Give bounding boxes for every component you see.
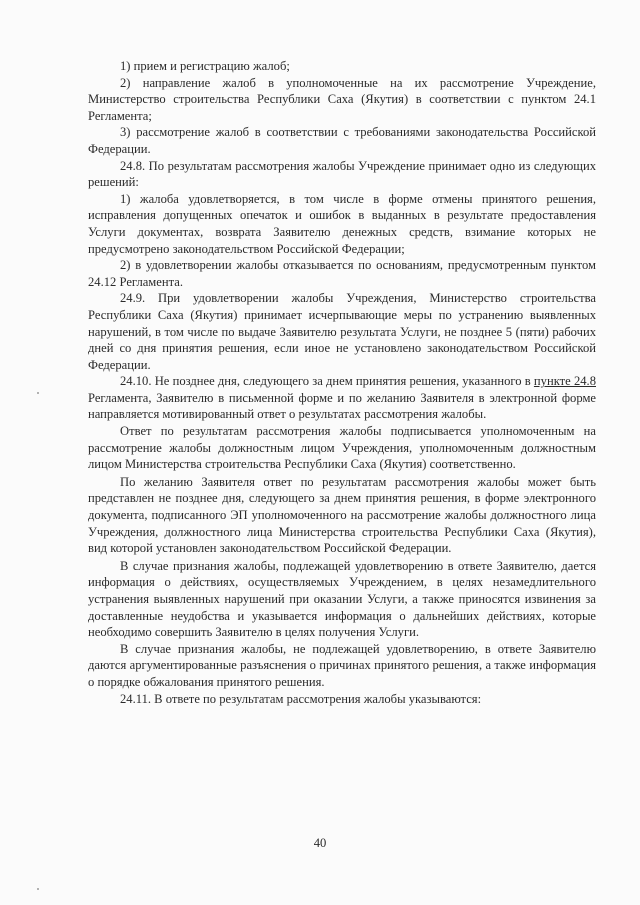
paragraph-electronic-answer: По желанию Заявителя ответ по результатам рассмотрения жалобы может быть представлен не позднее дня, следующего за днем принятия решения, в форме электронного документа, подписанного ЭП уполномоченного на рассмотрение жалобы должностного лица Учреждения, должностного лица Министерства строительства Республики Саха (Якутия), вид которой установлен законодательством Российской Федерации. <box>88 474 596 556</box>
paragraph-answer-signing: Ответ по результатам рассмотрения жалобы подписывается уполномоченным на рассмотрение жалобы должностным лицом Учреждения, уполномоченным должностным лицом Министерства строительства Республики Саха (Якутия) соответственно. <box>88 424 596 472</box>
paragraph-rejected-complaint: В случае признания жалобы, не подлежащей удовлетворению, в ответе Заявителю даются аргументированные разъяснения о причинах принятого решения, а также информация о порядке обжалования принятого решения. <box>88 641 596 689</box>
paragraph-decision-2: 2) в удовлетворении жалобы отказывается по основаниям, предусмотренным пунктом 24.12 Регламента. <box>88 258 596 289</box>
page-number: 40 <box>313 836 327 850</box>
paragraph-24-8: 24.8. По результатам рассмотрения жалобы Учреждение принимает одно из следующих решений: <box>88 158 596 190</box>
paragraph-24-10 <box>88 373 596 423</box>
paragraph-decision-1: 1) жалоба удовлетворяется, в том числе в форме отмены принятого решения, исправления допущенных опечаток и ошибок в выданных в результате предоставления Услуги документах, возврата Заявителю денежных средств, взимание которых не предусмотрено законодательством Российской Федерации; <box>88 191 596 256</box>
paragraph-24-9: 24.9. При удовлетворении жалобы Учреждения, Министерство строительства Республики Саха (Якутия) принимает исчерпывающие меры по устранению выявленных нарушений, в том числе по выдаче Заявителю результата Услуги, не позднее 5 (пяти) рабочих дней со дня принятия решения, если иное не установлено законодательством Российской Федерации. <box>88 291 596 372</box>
paragraph-24-10-lead: 24.10. Не позднее дня, следующего за днем принятия решения, указанного в <box>120 374 534 389</box>
paragraph-list-item-2: 2) направление жалоб в уполномоченные на их рассмотрение Учреждение, Министерство строительства Республики Саха (Якутия) в соответствии с пунктом 24.1 Регламента; <box>88 75 596 123</box>
page-body <box>88 58 596 707</box>
paragraph-satisfied-complaint: В случае признания жалобы, подлежащей удовлетворению в ответе Заявителю, дается информация о действиях, осуществляемых Учреждением, в целях незамедлительного устранения выявленных нарушений при оказании Услуги, а также приносятся извинения за доставленные неудобства и указывается информация о дальнейших действиях, которые необходимо совершить Заявителю в целях получения Услуги. <box>88 558 596 640</box>
paragraph-list-item-1: 1) прием и регистрацию жалоб; <box>120 59 290 73</box>
paragraph-24-11: 24.11. В ответе по результатам рассмотрения жалобы указываются: <box>120 691 482 706</box>
reference-link-24-8[interactable]: пункте 24.8 <box>533 374 596 389</box>
scan-speck <box>37 888 39 890</box>
paragraph-24-10-rest: Регламента, Заявителю в письменной форме и по желанию Заявителя в электронной форме направляется мотивированный ответ о результатах рассмотрения жалобы. <box>88 390 596 422</box>
paragraph-list-item-3: 3) рассмотрение жалоб в соответствии с требованиями законодательства Российской Федерации. <box>88 125 596 156</box>
scan-speck <box>37 392 39 394</box>
